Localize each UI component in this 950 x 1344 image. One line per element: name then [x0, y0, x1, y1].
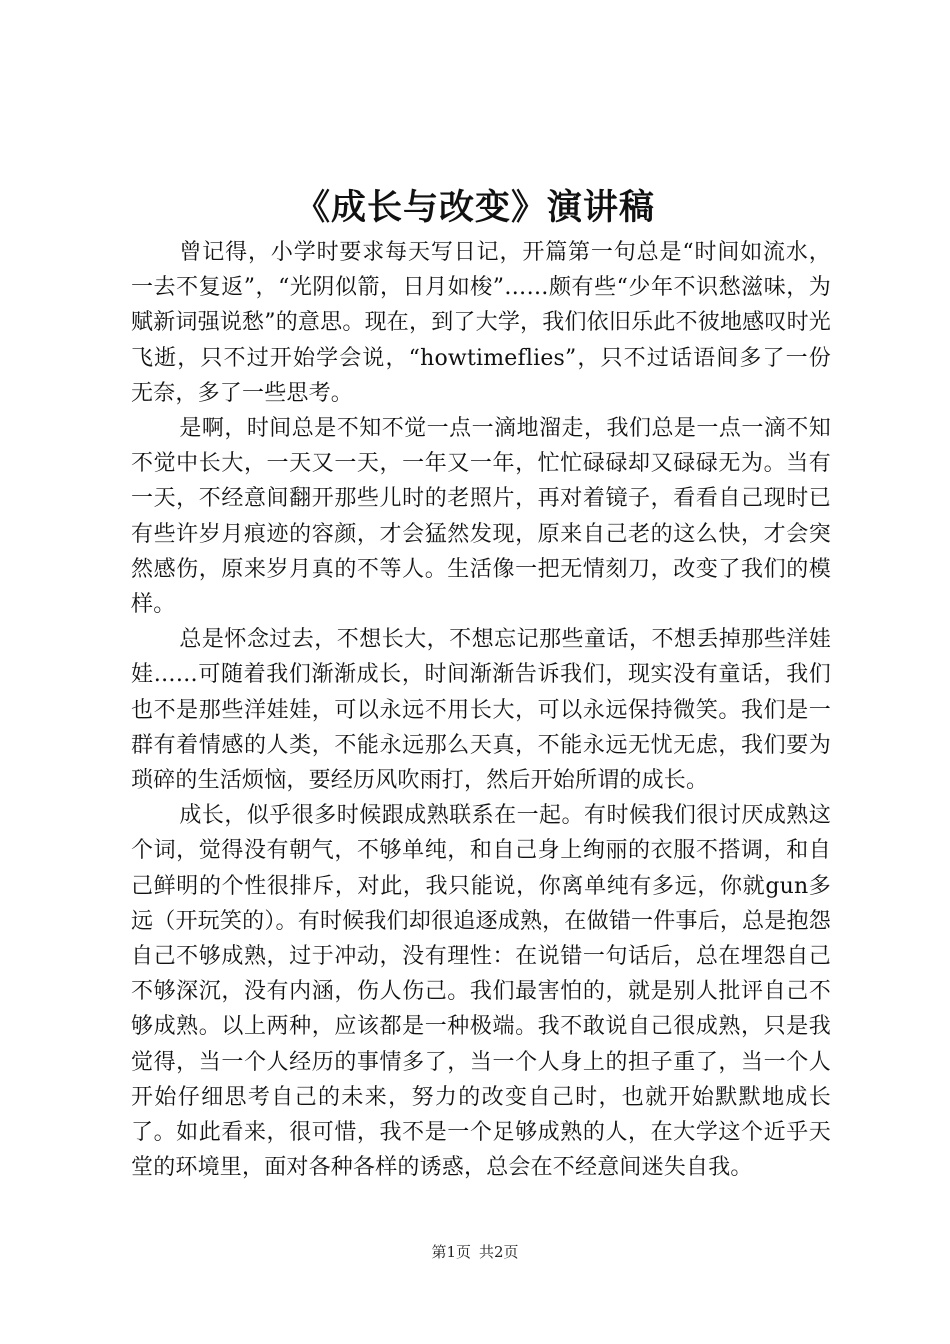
paragraph-1: 曾记得，小学时要求每天写日记，开篇第一句总是“时间如流水，一去不复返”，“光阴似箭，日月如梭”……颇有些“少年不识愁滋味，为赋新词强说愁”的意思。现在，到了大学，我们依旧乐此不彼地感叹时光飞逝，只不过开始学会说，“howtimeflies”，只不过话语间多了一份无奈，多了一些思考。	[131, 240, 831, 406]
paragraph-2: 是啊，时间总是不知不觉一点一滴地溜走，我们总是一点一滴不知不觉中长大，一天又一天，一年又一年，忙忙碌碌却又碌碌无为。当有一天，不经意间翻开那些儿时的老照片，再对着镜子，看看自己现时已有些许岁月痕迹的容颜，才会猛然发现，原来自己老的这么快，才会突然感伤，原来岁月真的不等人。生活像一把无情刻刀，改变了我们的模样。	[131, 416, 831, 618]
page-number: 第1页	[431, 1243, 471, 1261]
document-title: 《成长与改变》演讲稿	[294, 187, 655, 228]
page-total: 共2页	[479, 1243, 519, 1261]
page-footer	[0, 1241, 950, 1263]
paragraph-4: 成长，似乎很多时候跟成熟联系在一起。有时候我们很讨厌成熟这个词，觉得没有朝气，不够单纯，和自己身上绚丽的衣服不搭调，和自己鲜明的个性很排斥，对此，我只能说，你离单纯有多远，你就gun多远（开玩笑的）。有时候我们却很追逐成熟，在做错一件事后，总是抱怨自己不够成熟，过于冲动，没有理性：在说错一句话后，总在埋怨自己不够深沉，没有内涵，伤人伤己。我们最害怕的，就是别人批评自己不够成熟。以上两种，应该都是一种极端。我不敢说自己很成熟，只是我觉得，当一个人经历的事情多了，当一个人身上的担子重了，当一个人开始仔细思考自己的未来，努力的改变自己时，也就开始默默地成长了。如此看来，很可惜，我不是一个足够成熟的人，在大学这个近乎天堂的环境里，面对各种各样的诱惑，总会在不经意间迷失自我。	[131, 803, 831, 1181]
paragraph-3: 总是怀念过去，不想长大，不想忘记那些童话，不想丢掉那些洋娃娃……可随着我们渐渐成长，时间渐渐告诉我们，现实没有童话，我们也不是那些洋娃娃，可以永远不用长大，可以永远保持微笑。我们是一群有着情感的人类，不能永远那么天真，不能永远无忧无虑，我们要为琐碎的生活烦恼，要经历风吹雨打，然后开始所谓的成长。	[131, 627, 831, 794]
document-body	[131, 235, 831, 1185]
